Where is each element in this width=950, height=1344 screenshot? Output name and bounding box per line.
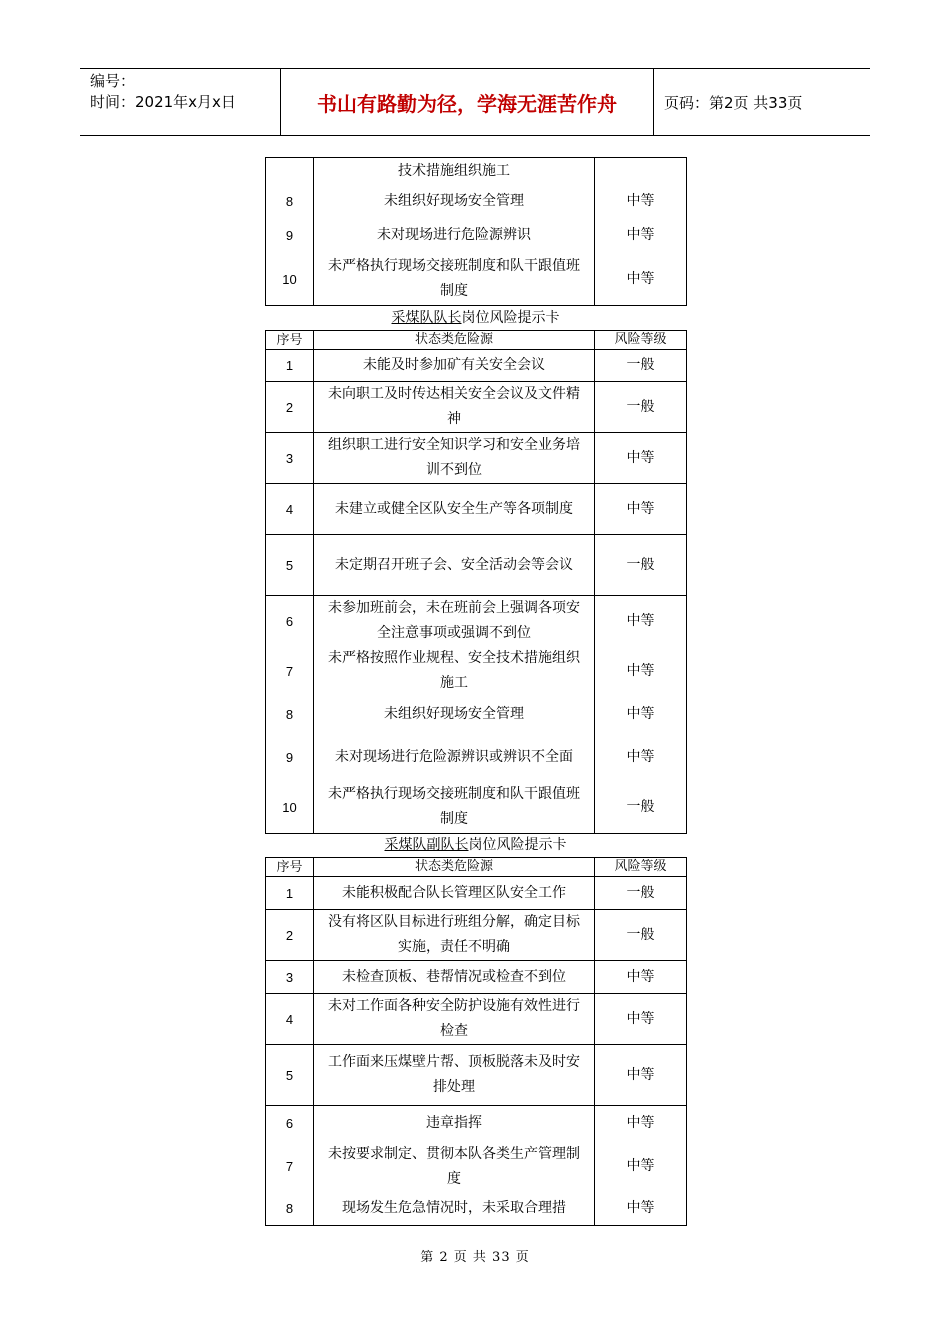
row-source: 未检查顶板、巷帮情况或检查不到位 <box>314 961 595 994</box>
table-row <box>266 350 687 382</box>
row-source: 未参加班前会，未在班前会上强调各项安全注意事项或强调不到位 <box>314 596 595 647</box>
header-page-info: 页码：第2页 共33页 <box>664 93 803 112</box>
row-number: 5 <box>266 535 314 596</box>
col-header-number: 序号 <box>266 331 314 350</box>
row-number: 5 <box>266 1045 314 1106</box>
col-header-source: 状态类危险源 <box>314 331 595 350</box>
page-header <box>80 68 870 136</box>
table-caption <box>265 308 686 328</box>
table-row <box>266 484 687 535</box>
table-row <box>266 596 687 647</box>
row-level: 中等 <box>595 994 687 1045</box>
row-source: 组织职工进行安全知识学习和安全业务培训不到位 <box>314 433 595 484</box>
table-row <box>266 696 687 732</box>
row-number: 4 <box>266 484 314 535</box>
table-row <box>266 158 687 186</box>
row-number: 1 <box>266 350 314 382</box>
table-row <box>266 535 687 596</box>
row-number: 3 <box>266 433 314 484</box>
row-level: 中等 <box>595 254 687 306</box>
row-level: 中等 <box>595 646 687 696</box>
row-source: 未严格按照作业规程、安全技术措施组织施工 <box>314 646 595 696</box>
row-number: 1 <box>266 877 314 910</box>
header-motto: 书山有路勤为径，学海无涯苦作舟 <box>317 91 617 116</box>
table-caption <box>265 835 686 855</box>
row-level: 中等 <box>595 1142 687 1192</box>
row-number: 8 <box>266 1192 314 1226</box>
row-number: 9 <box>266 732 314 782</box>
row-level: 一般 <box>595 782 687 833</box>
row-level: 中等 <box>595 732 687 782</box>
row-number: 9 <box>266 218 314 254</box>
row-level: 中等 <box>595 186 687 218</box>
row-level <box>595 158 687 186</box>
table-header-row <box>266 331 687 350</box>
row-source: 技术措施组织施工 <box>314 158 595 186</box>
risk-table-continued <box>265 157 687 306</box>
row-source: 未向职工及时传达相关安全会议及文件精神 <box>314 382 595 433</box>
row-level: 一般 <box>595 910 687 961</box>
row-number: 7 <box>266 646 314 696</box>
table-row <box>266 382 687 433</box>
table-row <box>266 646 687 696</box>
row-level: 中等 <box>595 596 687 647</box>
table-row <box>266 910 687 961</box>
row-source: 未对现场进行危险源辨识 <box>314 218 595 254</box>
row-level: 一般 <box>595 350 687 382</box>
row-number: 6 <box>266 1106 314 1142</box>
row-level: 中等 <box>595 218 687 254</box>
code-label: 编号： <box>90 72 136 90</box>
risk-table-team-leader <box>265 330 687 834</box>
table-row <box>266 254 687 306</box>
table-row <box>266 186 687 218</box>
table-row <box>266 218 687 254</box>
row-number: 10 <box>266 782 314 833</box>
row-number: 2 <box>266 382 314 433</box>
header-divider <box>653 69 654 135</box>
row-number: 7 <box>266 1142 314 1192</box>
caption-rest: 岗位风险提示卡 <box>461 310 560 326</box>
row-source: 未定期召开班子会、安全活动会等会议 <box>314 535 595 596</box>
risk-table-deputy-leader <box>265 857 687 1226</box>
row-level: 中等 <box>595 1192 687 1226</box>
col-header-number: 序号 <box>266 858 314 877</box>
table-row <box>266 994 687 1045</box>
time-label: 时间：2021年x月x日 <box>90 93 236 111</box>
row-number: 10 <box>266 254 314 306</box>
row-source: 工作面来压煤壁片帮、顶板脱落未及时安排处理 <box>314 1045 595 1106</box>
header-meta <box>90 71 236 113</box>
row-source: 未能积极配合队长管理区队安全工作 <box>314 877 595 910</box>
row-level: 中等 <box>595 961 687 994</box>
row-level: 中等 <box>595 1045 687 1106</box>
table-row <box>266 782 687 833</box>
row-number: 6 <box>266 596 314 647</box>
row-number: 8 <box>266 186 314 218</box>
row-level: 中等 <box>595 484 687 535</box>
row-source: 没有将区队目标进行班组分解，确定目标实施，责任不明确 <box>314 910 595 961</box>
row-number: 8 <box>266 696 314 732</box>
row-number: 3 <box>266 961 314 994</box>
row-level: 一般 <box>595 877 687 910</box>
row-source: 未严格执行现场交接班制度和队干跟值班制度 <box>314 782 595 833</box>
table-row <box>266 1142 687 1192</box>
row-source: 未组织好现场安全管理 <box>314 696 595 732</box>
row-level: 中等 <box>595 696 687 732</box>
table-row <box>266 1192 687 1226</box>
row-number <box>266 158 314 186</box>
table-header-row <box>266 858 687 877</box>
col-header-level: 风险等级 <box>595 331 687 350</box>
caption-position: 采煤队副队长 <box>384 837 469 853</box>
row-source: 现场发生危急情况时，未采取合理措 <box>314 1192 595 1226</box>
col-header-level: 风险等级 <box>595 858 687 877</box>
table-row <box>266 433 687 484</box>
caption-position: 采煤队队长 <box>391 310 462 326</box>
row-source: 未组织好现场安全管理 <box>314 186 595 218</box>
row-number: 2 <box>266 910 314 961</box>
row-source: 违章指挥 <box>314 1106 595 1142</box>
row-level: 中等 <box>595 1106 687 1142</box>
row-level: 一般 <box>595 382 687 433</box>
row-source: 未对工作面各种安全防护设施有效性进行检查 <box>314 994 595 1045</box>
caption-rest: 岗位风险提示卡 <box>468 837 567 853</box>
row-source: 未按要求制定、贯彻本队各类生产管理制度 <box>314 1142 595 1192</box>
table-row <box>266 961 687 994</box>
page-footer: 第 2 页 共 33 页 <box>420 1250 530 1265</box>
row-number: 4 <box>266 994 314 1045</box>
row-level: 一般 <box>595 535 687 596</box>
row-source: 未严格执行现场交接班制度和队干跟值班制度 <box>314 254 595 306</box>
table-row <box>266 877 687 910</box>
table-row <box>266 1106 687 1142</box>
row-source: 未对现场进行危险源辨识或辨识不全面 <box>314 732 595 782</box>
col-header-source: 状态类危险源 <box>314 858 595 877</box>
table-row <box>266 1045 687 1106</box>
row-level: 中等 <box>595 433 687 484</box>
table-row <box>266 732 687 782</box>
row-source: 未建立或健全区队安全生产等各项制度 <box>314 484 595 535</box>
row-source: 未能及时参加矿有关安全会议 <box>314 350 595 382</box>
